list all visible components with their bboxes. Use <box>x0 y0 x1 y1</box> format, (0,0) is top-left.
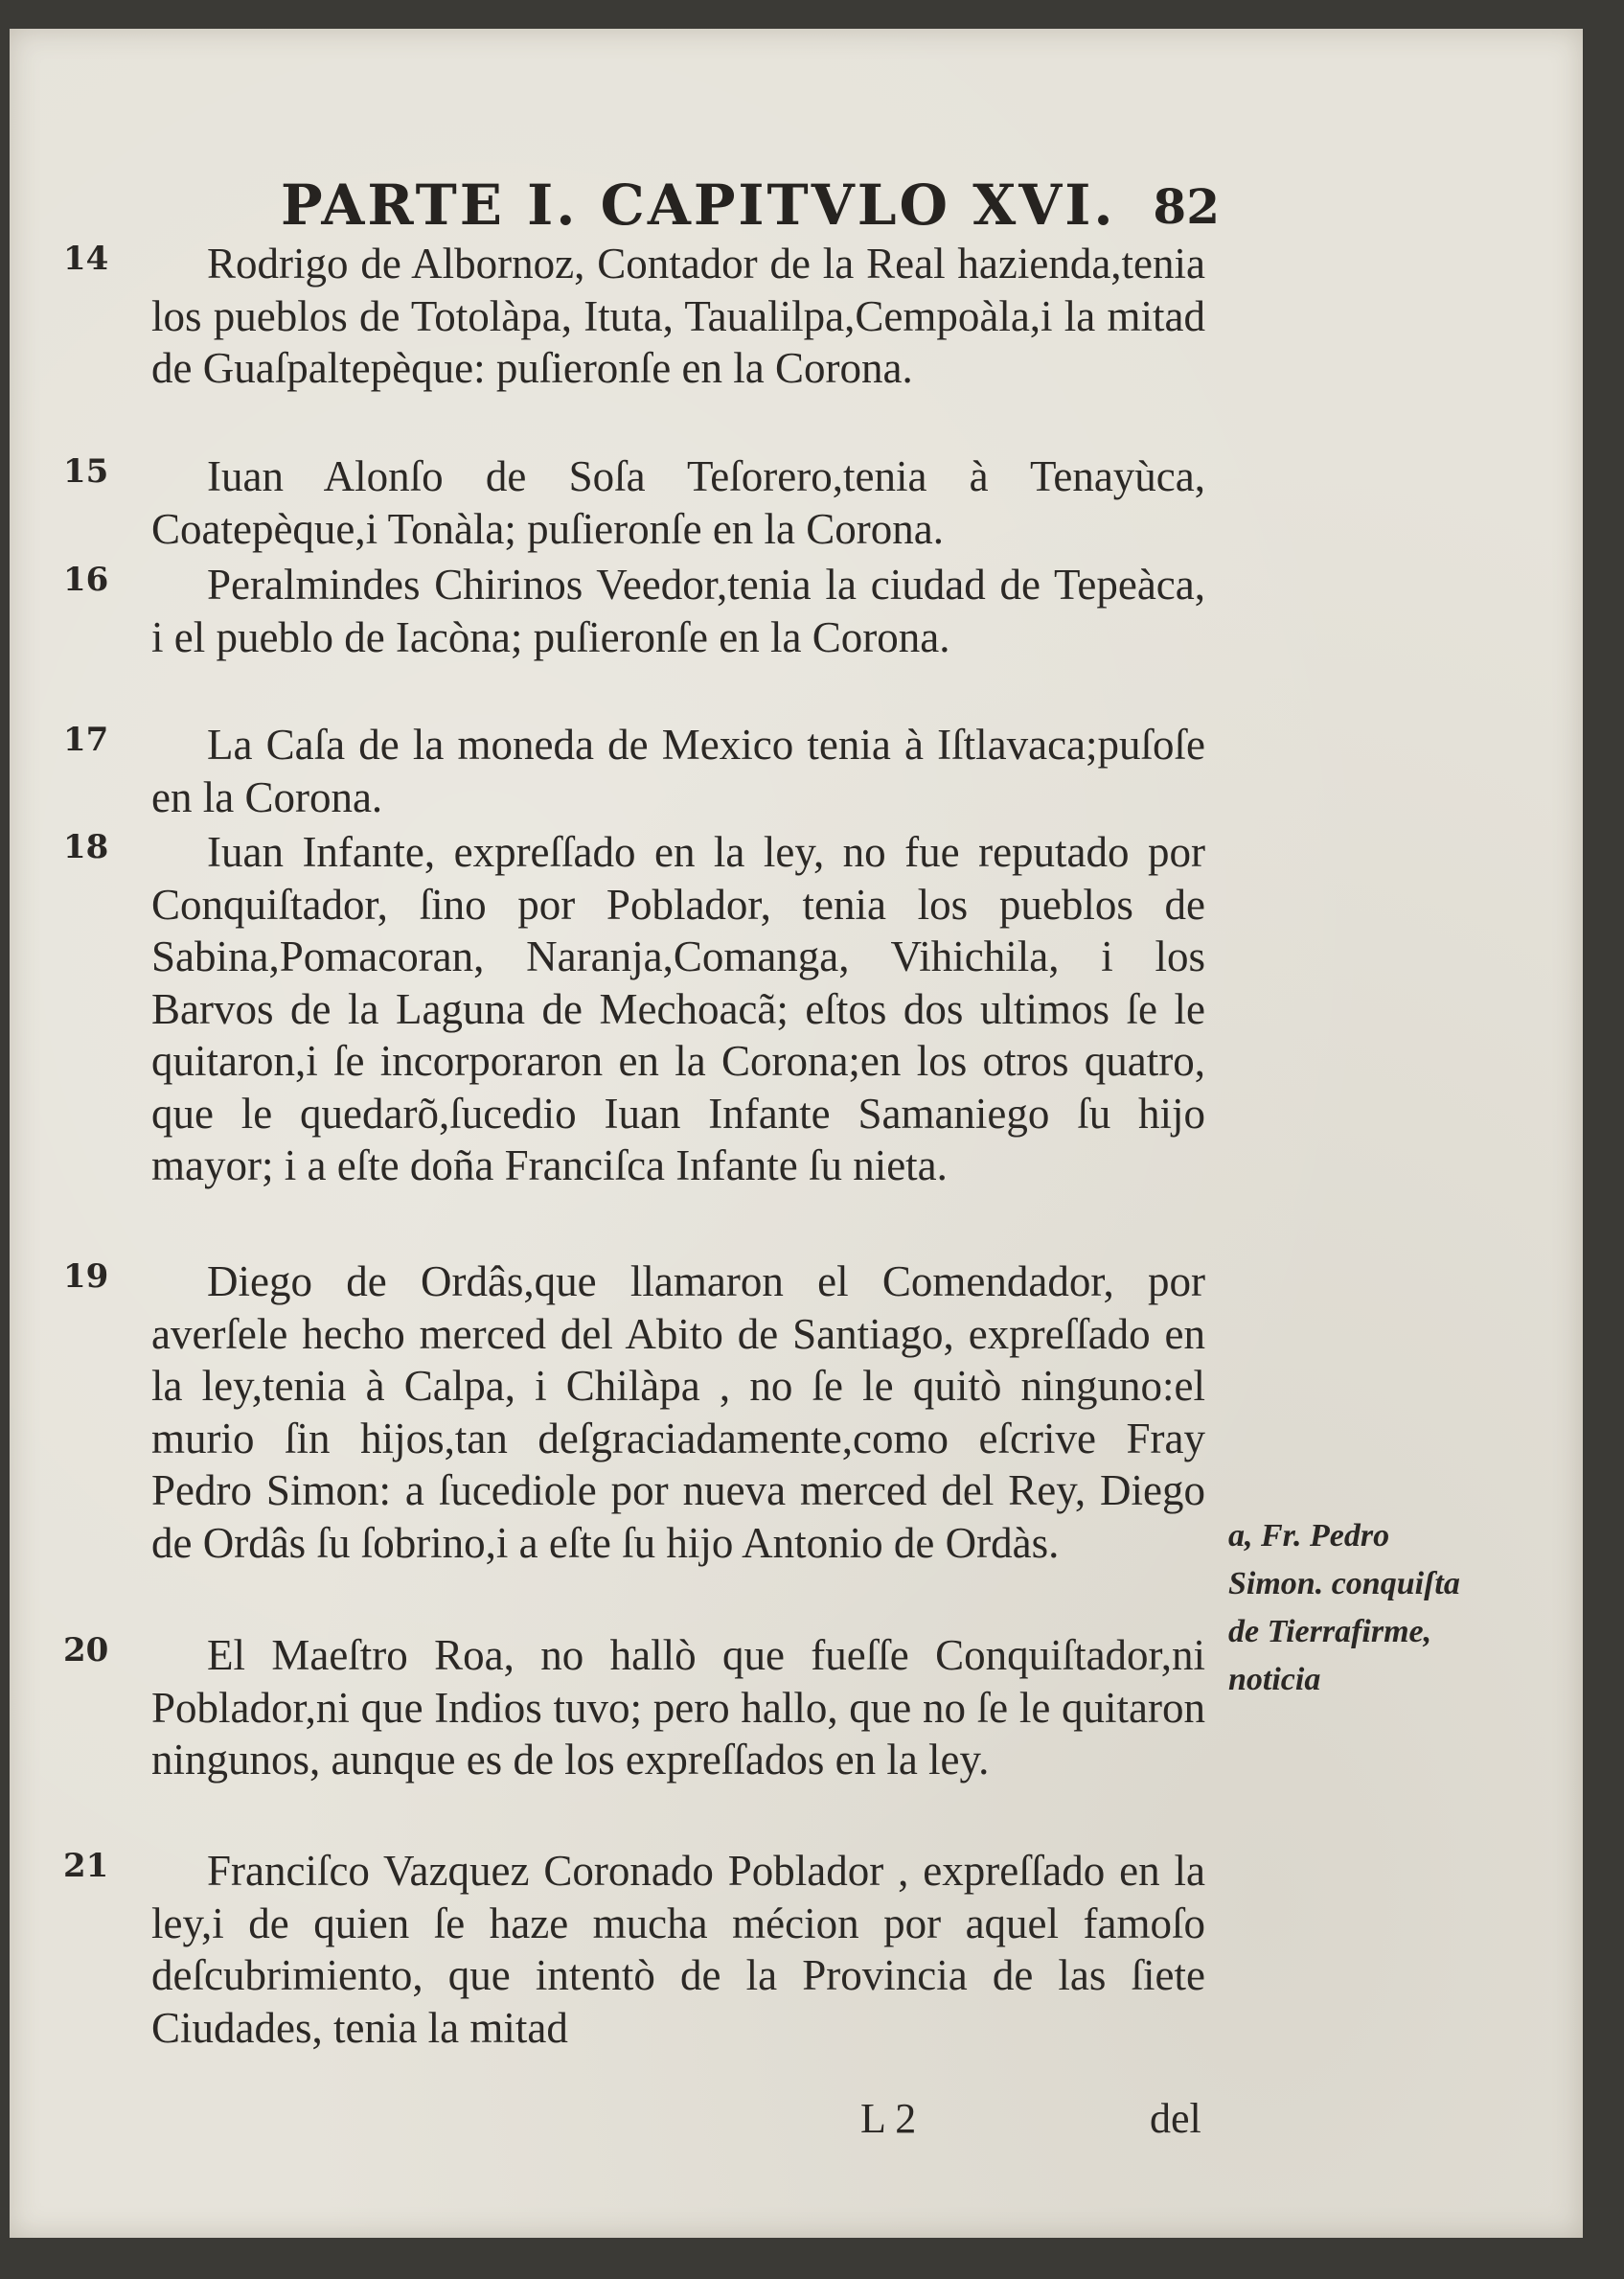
paragraph-number: 18 <box>63 828 109 866</box>
signature-mark: L 2 <box>860 2095 917 2142</box>
paragraph-17 <box>63 719 1205 823</box>
paragraph-text: Peralmindes Chirinos Veedor,tenia la ciudad de Tepeàca, i el pueblo de Iacòna; puſieronſe en la Corona. <box>151 561 1205 661</box>
paragraph-text: La Caſa de la moneda de Mexico tenia à Iſtlavaca;puſoſe en la Corona. <box>151 721 1205 821</box>
paragraph-number: 20 <box>63 1631 109 1669</box>
paragraph-21 <box>63 1845 1205 2054</box>
book-page <box>10 29 1583 2238</box>
paragraph-15 <box>63 450 1205 555</box>
paragraph-number: 17 <box>63 721 109 759</box>
paragraph-text: Rodrigo de Albornoz, Contador de la Real hazienda,tenia los pueblos de Totolàpa, Ituta, Taualilpa,Cempoàla,i la mitad de Guaſpaltepèque: puſieronſe en la Corona. <box>151 240 1205 392</box>
paragraph-number: 16 <box>63 561 109 599</box>
paragraph-text: Diego de Ordâs,que llamaron el Comendador, por averſele hecho merced del Abito de Santiago, expreſſado en la ley,tenia à Calpa, i Chilàpa , no ſe le quitò ninguno:el murio ſin hijos,tan deſgraciadamente,como eſcrive Fray Pedro Simon: a ſucediole por nueva merced del Rey, Diego de Ordâs ſu ſobrino,i a eſte ſu hijo Antonio de Ordàs. <box>151 1257 1205 1567</box>
marginal-note: a, Fr. Pedro Simon. conquiſta de Tierrafirme, noticia <box>1228 1518 1460 1697</box>
paragraph-18 <box>63 826 1205 1192</box>
page-number: 82 <box>1153 178 1220 235</box>
paragraph-text: El Maeſtro Roa, no hallò que fueſſe Conquiſtador,ni Poblador,ni que Indios tuvo; pero hallo, que no ſe le quitaron ningunos, aunque es de los expreſſados en la ley. <box>151 1631 1205 1784</box>
paragraph-19 <box>63 1255 1205 1569</box>
paragraph-text: Iuan Infante, expreſſado en la ley, no fue reputado por Conquiſtador, ſino por Poblador, tenia los pueblos de Sabina,Pomacoran, Naranja,Comanga, Vihichila, i los Barvos de la Laguna de Mechoacã; eſtos dos ultimos ſe le quitaron,i ſe incorporaron en la Corona;en los otros quatro, que le quedarõ,ſucedio Iuan Infante Samaniego ſu hijo mayor; i a eſte doña Franciſca Infante ſu nieta. <box>151 828 1205 1189</box>
paragraph-text: Iuan Alonſo de Soſa Teſorero,tenia à Tenayùca, Coatepèque,i Tonàla; puſieronſe en la Corona. <box>151 452 1205 553</box>
running-head <box>281 173 1220 243</box>
catchword: del <box>1150 2095 1201 2142</box>
paragraph-number: 21 <box>63 1847 109 1885</box>
paragraph-number: 19 <box>63 1257 109 1296</box>
paragraph-text: Franciſco Vazquez Coronado Poblador , expreſſado en la ley,i de quien ſe haze mucha mécion por aquel famoſo deſcubrimiento, que intentò de la Provincia de las ſiete Ciudades, tenia la mitad <box>151 1847 1205 2052</box>
paragraph-16 <box>63 559 1205 663</box>
paragraph-number: 14 <box>63 240 109 278</box>
paragraph-20 <box>63 1629 1205 1786</box>
chapter-heading: PARTE I. CAPITVLO XVI. <box>281 173 1116 238</box>
paragraph-14 <box>63 238 1205 395</box>
paragraph-number: 15 <box>63 452 109 491</box>
